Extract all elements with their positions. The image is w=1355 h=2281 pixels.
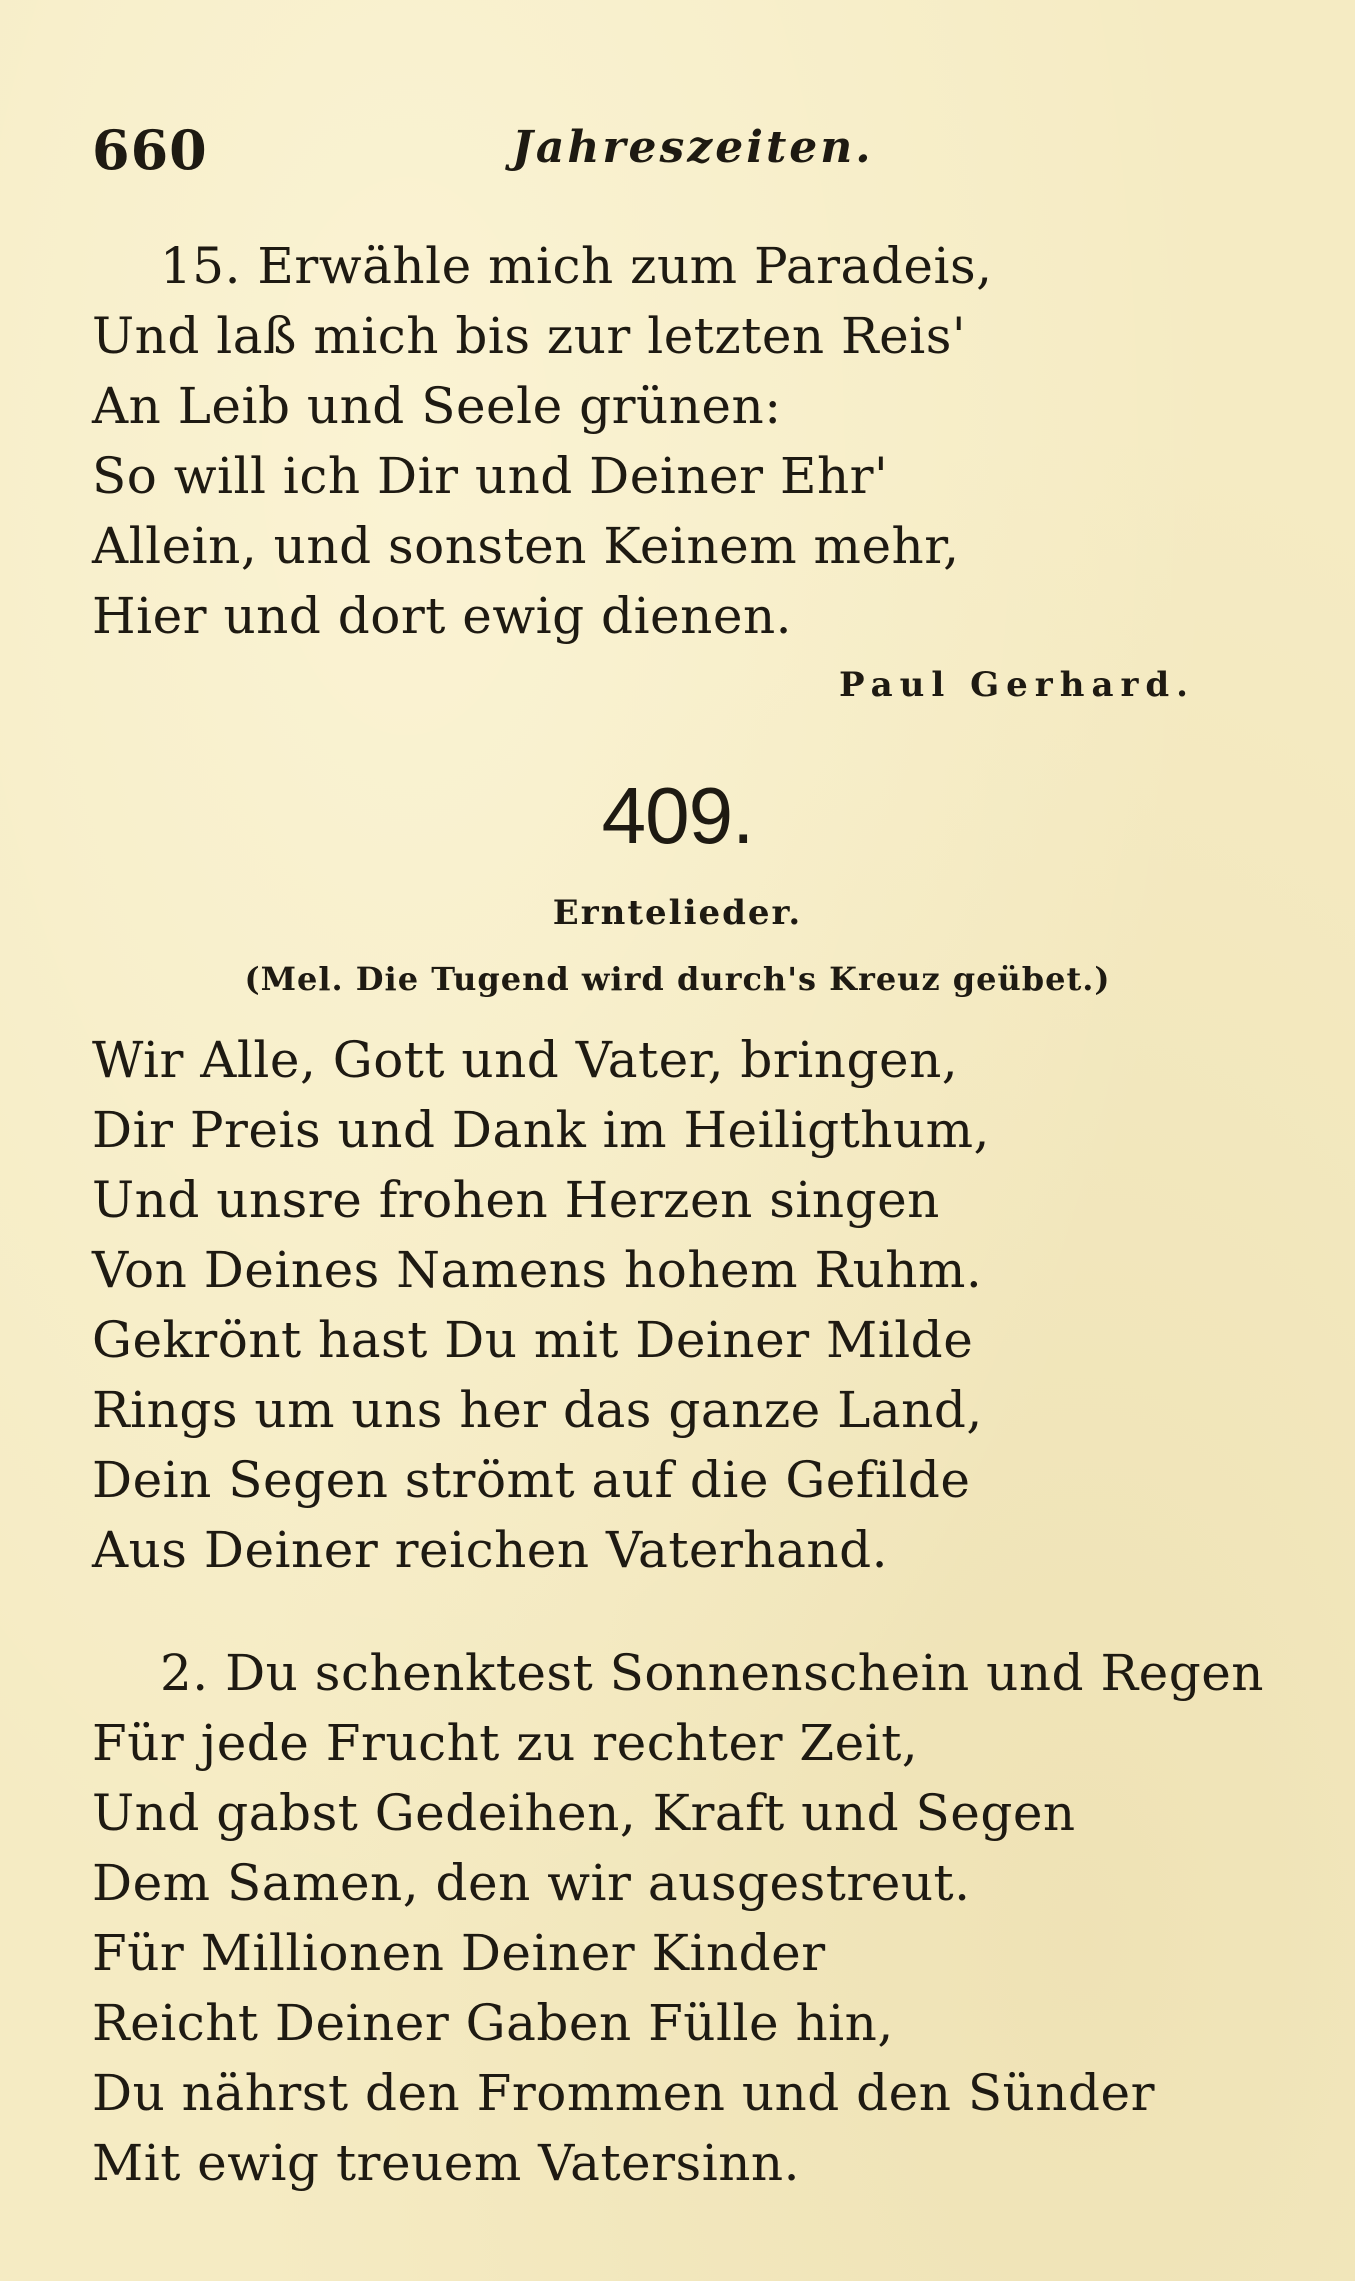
verse-line: So will ich Dir und Deiner Ehr' [92, 447, 889, 505]
verse-line: Dir Preis und Dank im Heiligthum, [92, 1101, 990, 1159]
verse-line: Von Deines Namens hohem Ruhm. [92, 1241, 983, 1299]
verse-line: Gekrönt hast Du mit Deiner Milde [92, 1311, 974, 1369]
running-head: Jahreszeiten. [512, 122, 874, 173]
verse-line: Mit ewig treuem Vatersinn. [92, 2134, 800, 2192]
verse-line: Allein, und sonsten Keinem mehr, [92, 517, 960, 575]
hymn-title: Erntelieder. [552, 893, 803, 933]
melody-note: (Mel. Die Tugend wird durch's Kreuz geübet.) [244, 960, 1111, 998]
verse-line: Und laß mich bis zur letzten Reis' [92, 307, 967, 365]
page-number: 660 [92, 118, 208, 182]
verse-line: Wir Alle, Gott und Vater, bringen, [92, 1031, 959, 1089]
verse-line: Hier und dort ewig dienen. [92, 587, 793, 645]
verse-line: Und unsre frohen Herzen singen [92, 1171, 940, 1229]
verse-line: Dem Samen, den wir ausgestreut. [92, 1854, 971, 1912]
verse-line: Aus Deiner reichen Vaterhand. [92, 1521, 889, 1579]
verse-line: Dein Segen strömt auf die Gefilde [92, 1451, 971, 1509]
verse-line: Für jede Frucht zu rechter Zeit, [92, 1714, 919, 1772]
verse-line: Rings um uns her das ganze Land, [92, 1381, 983, 1439]
author-attribution: Paul Gerhard. [838, 665, 1195, 705]
verse-line: An Leib und Seele grünen: [92, 377, 782, 435]
verse-line: Für Millionen Deiner Kinder [92, 1924, 826, 1982]
verse-line: 2. Du schenktest Sonnenschein und Regen [160, 1644, 1264, 1702]
verse-line: Und gabst Gedeihen, Kraft und Segen [92, 1784, 1076, 1842]
page-header [92, 118, 1242, 188]
hymn-number: 409. [601, 771, 754, 860]
verse-line: Reicht Deiner Gaben Fülle hin, [92, 1994, 894, 2052]
verse-line: 15. Erwähle mich zum Paradeis, [160, 237, 993, 295]
verse-line: Du nährst den Frommen und den Sünder [92, 2064, 1155, 2122]
